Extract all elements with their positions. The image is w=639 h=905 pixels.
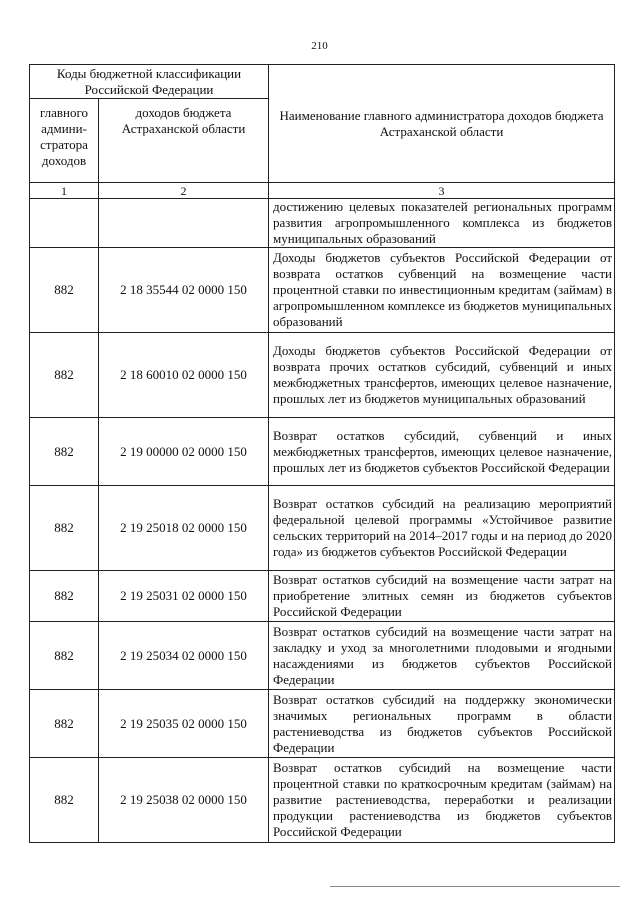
- name-cell: Возврат остатков субсидий на возмещение части затрат на закладку и уход за многолетними плодовыми и ягодными насаждениями из бюджетов субъектов Российской Федерации: [269, 622, 615, 690]
- name-cell: Возврат остатков субсидий, субвенций и иных межбюджетных трансфертов, имеющих целевое назначение, прошлых лет из бюджетов субъектов Российской Федерации: [269, 418, 615, 486]
- name-cell: Доходы бюджетов субъектов Российской Федерации от возврата остатков субвенций на возмещение части процентной ставки по инвестиционным кредитам (займам) в агропромышленном комплексе из бюджетов муниципальных образований: [269, 248, 615, 333]
- header-col-number-2: 2: [99, 183, 269, 199]
- income-code-cell: 2 19 00000 02 0000 150: [99, 418, 269, 486]
- name-cell: Доходы бюджетов субъектов Российской Федерации от возврата прочих остатков субсидий, субвенций и иных межбюджетных трансфертов, имеющих целевое назначение, прошлых лет из бюджетов муниципальных образований: [269, 333, 615, 418]
- admin-code-cell: 882: [30, 333, 99, 418]
- table-row: [30, 333, 615, 418]
- table-row: [30, 248, 615, 333]
- table-row: [30, 486, 615, 571]
- admin-code-cell: 882: [30, 571, 99, 622]
- income-code-cell: 2 19 25038 02 0000 150: [99, 758, 269, 843]
- income-code-cell: 2 19 25035 02 0000 150: [99, 690, 269, 758]
- admin-code-cell: [30, 199, 99, 248]
- table-row: [30, 199, 615, 248]
- header-col2-title: доходов бюджета Астраханской области: [99, 99, 269, 183]
- budget-classification-table: [29, 64, 615, 843]
- name-cell: Возврат остатков субсидий на реализацию мероприятий федеральной целевой программы «Устойчивое развитие сельских территорий на 2014–2017 годы и на период до 2020 года» из бюджетов субъектов Российской Федерации: [269, 486, 615, 571]
- name-cell: Возврат остатков субсидий на возмещение части процентной ставки по краткосрочным кредитам (займам) на развитие растениеводства, переработки и реализации продукции растениеводства из бюджетов субъектов Российской Федерации: [269, 758, 615, 843]
- name-cell: Возврат остатков субсидий на поддержку экономически значимых региональных программ в области растениеводства из бюджетов субъектов Российской Федерации: [269, 690, 615, 758]
- income-code-cell: 2 18 35544 02 0000 150: [99, 248, 269, 333]
- header-col-number-1: 1: [30, 183, 99, 199]
- table-row: [30, 571, 615, 622]
- table-row: [30, 758, 615, 843]
- admin-code-cell: 882: [30, 622, 99, 690]
- table-row: [30, 690, 615, 758]
- header-col3-title: Наименование главного администратора доходов бюджета Астраханской области: [269, 65, 615, 183]
- income-code-cell: 2 18 60010 02 0000 150: [99, 333, 269, 418]
- admin-code-cell: 882: [30, 486, 99, 571]
- table-row: [30, 418, 615, 486]
- page-footer-rule: [330, 886, 620, 887]
- income-code-cell: 2 19 25018 02 0000 150: [99, 486, 269, 571]
- admin-code-cell: 882: [30, 690, 99, 758]
- header-group-title: Коды бюджетной классификации Российской Федерации: [30, 65, 269, 99]
- header-col1-title: главного админи-стратора доходов: [30, 99, 99, 183]
- admin-code-cell: 882: [30, 418, 99, 486]
- table-row: [30, 622, 615, 690]
- header-col-number-3: 3: [269, 183, 615, 199]
- income-code-cell: 2 19 25034 02 0000 150: [99, 622, 269, 690]
- admin-code-cell: 882: [30, 758, 99, 843]
- income-code-cell: 2 19 25031 02 0000 150: [99, 571, 269, 622]
- name-cell: Возврат остатков субсидий на возмещение части затрат на приобретение элитных семян из бюджетов субъектов Российской Федерации: [269, 571, 615, 622]
- name-cell: достижению целевых показателей региональных программ развития агропромышленного комплекса из бюджетов муниципальных образований: [269, 199, 615, 248]
- income-code-cell: [99, 199, 269, 248]
- page-number: 210: [311, 40, 328, 52]
- admin-code-cell: 882: [30, 248, 99, 333]
